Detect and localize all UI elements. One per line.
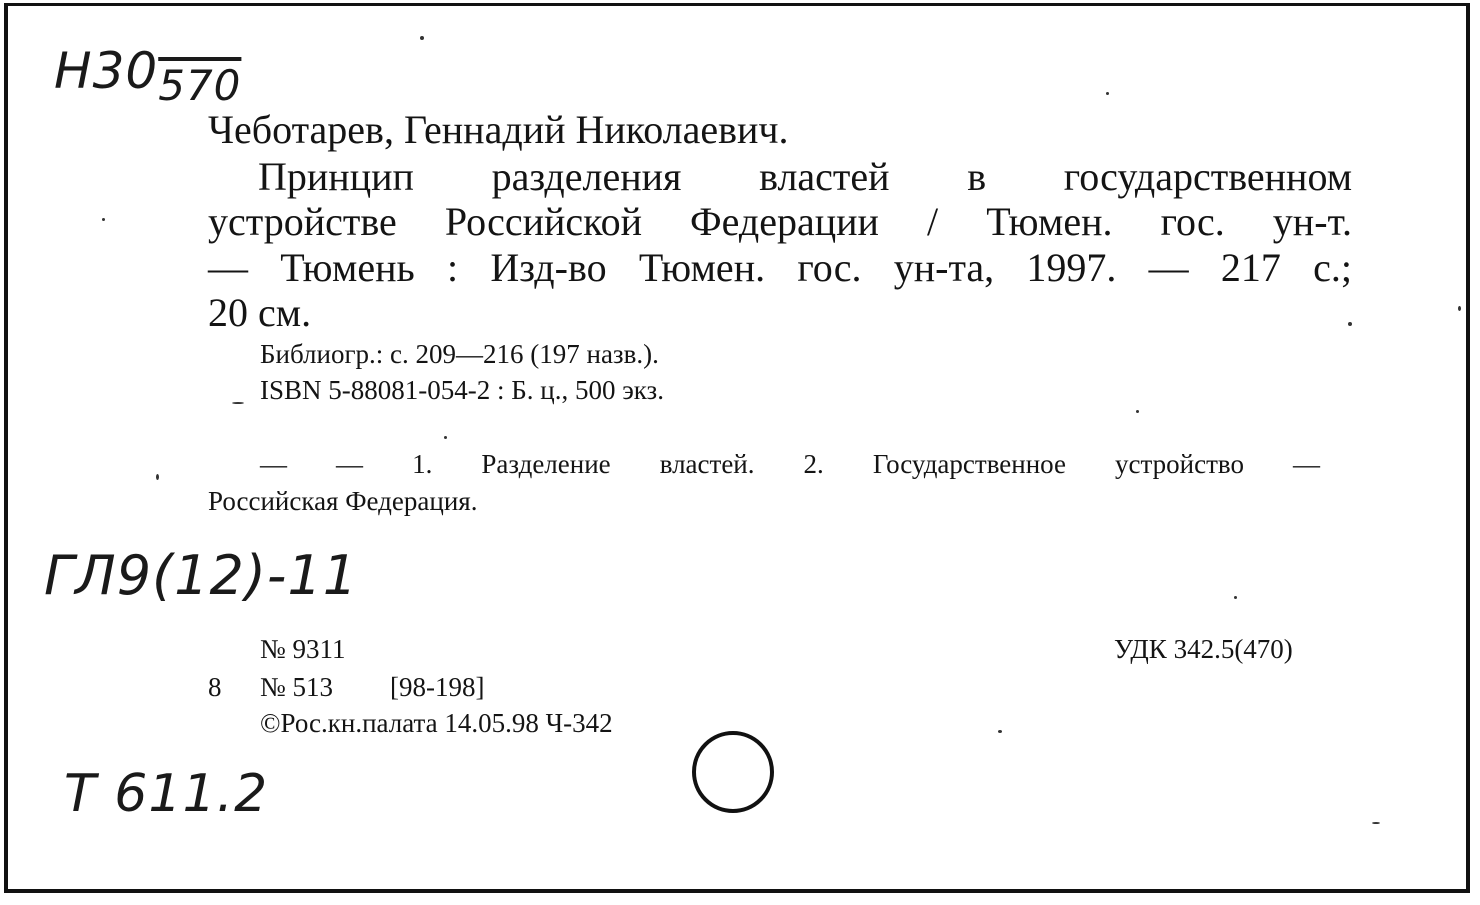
record-number-1: № 9311 [260,634,346,664]
record-number-2: № 513 [260,672,334,702]
scan-speck [1372,822,1380,824]
scan-speck [1234,596,1237,599]
scan-speck [998,730,1002,733]
handwritten-classification: ГЛ9(12)-11 [44,544,359,607]
shelf-mark-sub: 570 [158,61,242,110]
scan-speck [1106,92,1109,95]
punch-hole-circle [692,731,774,813]
record-prefix: 8 [208,672,222,702]
scan-speck [102,218,105,221]
bibliography-note: Библиогр.: с. 209—216 (197 назв.). [260,339,659,369]
shelf-mark-main: H30 [54,42,159,100]
title-line-1: Принцип разделения властей в государственном [258,154,1352,199]
isbn-line: ISBN 5-88081-054-2 : Б. ц., 500 экз. [260,375,664,405]
scan-speck [1458,306,1461,311]
title-line-2: устройстве Российской Федерации / Тюмен. гос. ун-т. [208,199,1352,244]
physical-size: 20 см. [208,290,312,335]
scan-speck [444,436,447,439]
scan-speck [1136,410,1139,413]
record-code: [98-198] [390,672,485,702]
scan-speck [156,474,159,480]
subject-headings-line-1: — — 1. Разделение властей. 2. Государственное устройство — [260,449,1320,479]
scan-speck [232,402,244,404]
subject-headings-line-2: Российская Федерация. [208,486,478,516]
scan-speck [420,36,424,40]
book-chamber-line: ©Рос.кн.палата 14.05.98 Ч-342 [260,708,613,738]
handwritten-shelf-mark [54,42,242,110]
imprint-line: — Тюмень : Изд-во Тюмен. гос. ун-та, 1997. — 217 с.; [208,245,1352,290]
udk-code: УДК 342.5(470) [1114,634,1293,664]
handwritten-bottom-mark: Т 611.2 [64,764,269,824]
catalog-card [4,3,1470,893]
author-heading: Чеботарев, Геннадий Николаевич. [208,107,789,152]
scan-speck [1348,322,1352,326]
